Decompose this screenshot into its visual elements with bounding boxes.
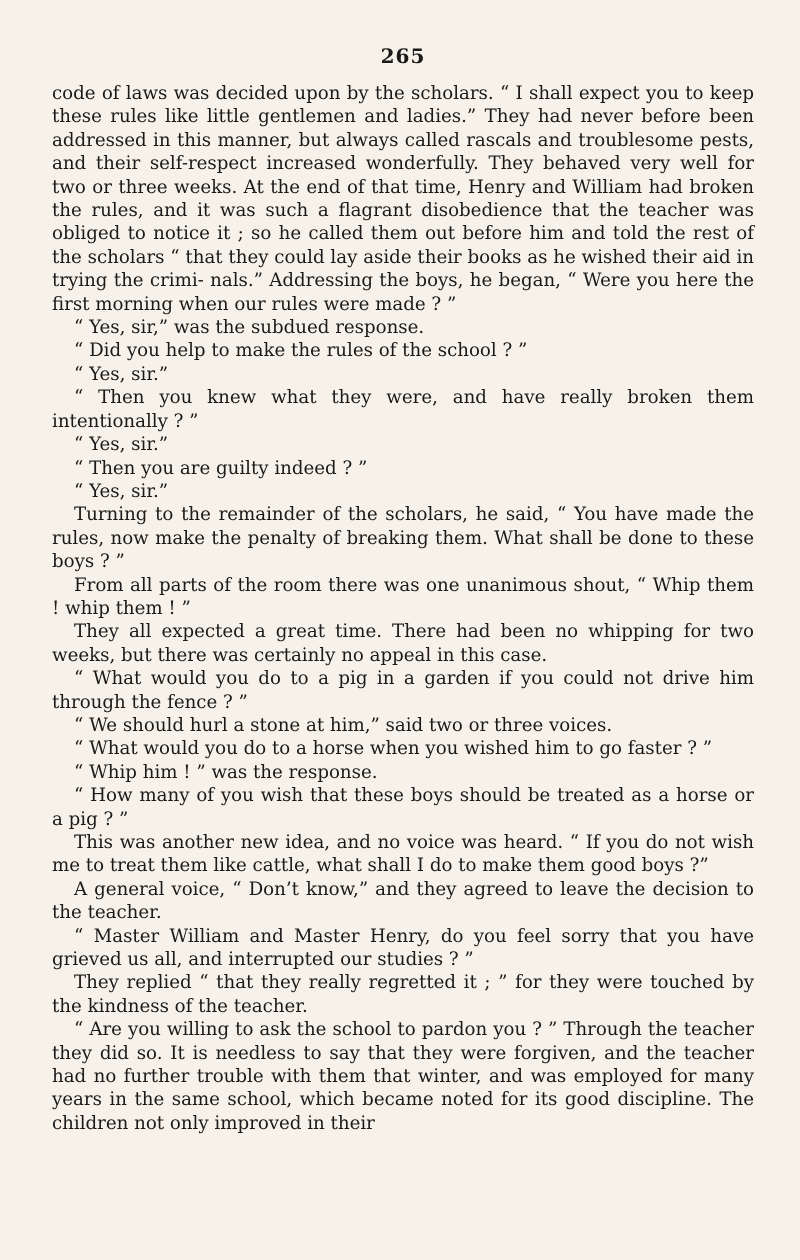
paragraph: “ Yes, sir.” (74, 434, 169, 456)
paragraph: “ Yes, sir.” (74, 480, 169, 502)
paragraph: They all expected a great time. There had been no whipping for two weeks, but there was certainly no appeal in this case. (52, 621, 754, 666)
paragraph: “ What would you do to a horse when you wished him to go faster ? ” (74, 738, 713, 760)
paragraph: Turning to the remainder of the scholars, he said, “ You have made the rules, now make the penalty of breaking them. What shall be done to these boys ? ” (52, 504, 754, 573)
paragraph: They replied “ that they really regretted it ; ” for they were touched by the kindness of the teacher. (52, 972, 754, 1017)
paragraph: A general voice, “ Don’t know,” and they agreed to leave the decision to the teacher. (52, 878, 754, 924)
paragraph: “ We should hurl a stone at him,” said two or three voices. (74, 714, 613, 736)
paragraph: “ Did you help to make the rules of the school ? ” (74, 340, 528, 362)
body-text (52, 82, 754, 1135)
page-number: 265 (380, 44, 426, 68)
paragraph: This was another new idea, and no voice was heard. “ If you do not wish me to treat them like cattle, what shall I do to make them good boys ?” (52, 832, 754, 877)
paragraph: “ What would you do to a pig in a garden if you could not drive him through the fence ? ” (52, 668, 754, 713)
paragraph: From all parts of the room there was one unanimous shout, “ Whip them ! whip them ! ” (52, 574, 754, 619)
paragraph: “ How many of you wish that these boys should be treated as a horse or a pig ? ” (52, 785, 754, 830)
paragraph: “ Master William and Master Henry, do you feel sorry that you have grieved us all, and interrupted our studies ? ” (52, 925, 754, 971)
paragraph: “ Then you are guilty indeed ? ” (74, 457, 368, 479)
paragraph: “ Yes, sir.” (74, 363, 169, 385)
paragraph: “ Whip him ! ” was the response. (74, 761, 378, 783)
paragraph: code of laws was decided upon by the scholars. “ I shall expect you to keep these rules like little gentlemen and ladies.” They had never before been addressed in this manner, but always called rascals and troublesome pests, and their self-respect increased wonderfully. They behaved very well for two or three weeks. At the end of that time, Henry and William had broken the rules, and it was such a flagrant disobedience that the teacher was obliged to notice it ; so he called them out before him and told the rest of the scholars “ that they could lay aside their books as he wished their aid in trying the crimi- nals.” Addressing the boys, he began, “ Were you here the first morning when our rules were made ? ” (52, 83, 754, 315)
paragraph: “ Are you willing to ask the school to pardon you ? ” Through the teacher they did so. It is needless to say that they were forgiven, and the teacher had no further trouble with them that winter, and was employed for many years in the same school, which became noted for its good discipline. The children not only improved in their (52, 1019, 754, 1134)
paragraph: “ Then you knew what they were, and have really broken them intentionally ? ” (52, 387, 754, 432)
paragraph: “ Yes, sir,” was the subdued response. (74, 317, 425, 339)
